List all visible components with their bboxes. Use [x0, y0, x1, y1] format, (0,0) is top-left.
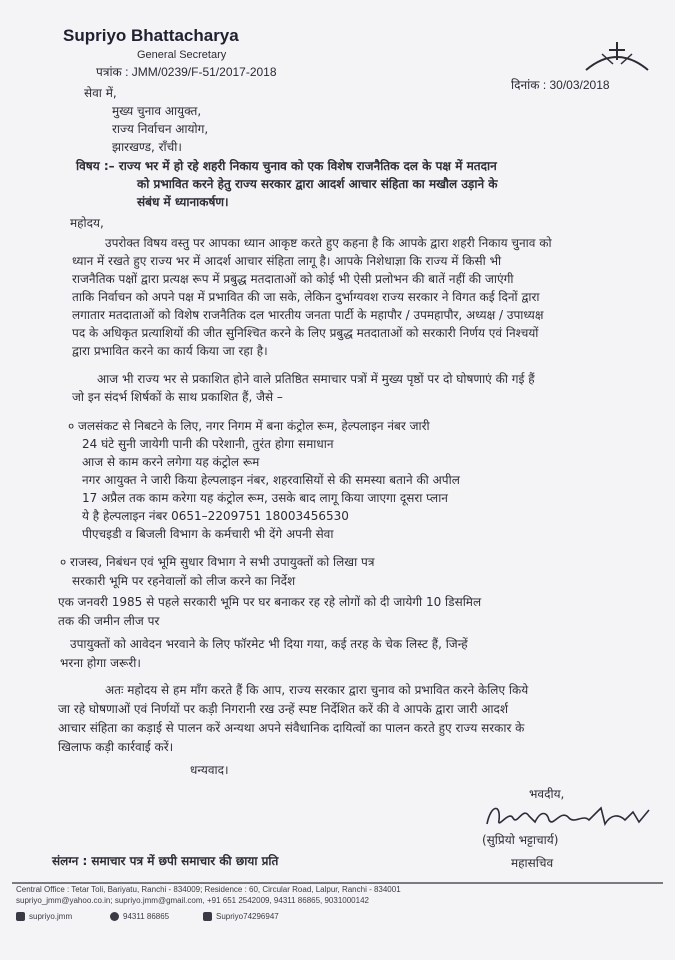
closing-yours: भवदीय,: [529, 787, 565, 801]
facebook-icon: [16, 912, 25, 921]
footer-contact: supriyo_jmm@yahoo.co.in; supriyo.jmm@gmail.com, +91 651 2542009, 94311 86865, 9031000142: [16, 896, 369, 905]
signatory-title: महासचिव: [511, 856, 554, 870]
reference-label: पत्रांक: [96, 65, 122, 79]
date-value: : 30/03/2018: [542, 78, 610, 92]
paragraph-line: खिलाफ कड़ी कार्रवाई करें।: [58, 740, 174, 754]
facebook-text: supriyo.jmm: [29, 912, 73, 921]
paragraph-line: द्वारा प्रभावित करने का कार्य किया जा रहा है।: [72, 344, 268, 358]
news-item-line: आज से काम करने लगेगा यह कंट्रोल रूम: [82, 455, 260, 469]
whatsapp-number: [110, 912, 169, 921]
sender-name: Supriyo Bhattacharya: [63, 26, 239, 45]
twitter-icon: [203, 912, 212, 921]
paragraph-line: उपरोक्त विषय वस्तु पर आपका ध्यान आकृष्ट करते हुए कहना है कि आपके द्वारा शहरी निकाय चुनाव को: [105, 236, 552, 250]
news-item-line: पीएचइडी व बिजली विभाग के कर्मचारी भी देंगे अपनी सेवा: [82, 527, 334, 541]
paragraph-line: राजनैतिक पक्षों द्वारा प्रत्यक्ष रूप में प्रबुद्ध मतदाताओं को कोई भी ऐसी प्रलोभन की बातें नहीं की जाएंगी: [72, 272, 514, 286]
recipient-line: राज्य निर्वाचन आयोग,: [112, 122, 209, 136]
enclosure-note: संलग्न : समाचार पत्र में छपी समाचार की छाया प्रति: [52, 854, 279, 868]
party-logo-icon: [582, 38, 652, 74]
news-item-line: ये है हेल्पलाइन नंबर 0651–2209751 18003456530: [82, 509, 349, 523]
recipient-line: झारखण्ड, राँची।: [112, 140, 182, 154]
subject-line: विषय :– राज्य भर में हो रहे शहरी निकाय चुनाव को एक विशेष राजनैतिक दल के पक्ष में मतदान: [76, 159, 497, 173]
whatsapp-text: 94311 86865: [123, 912, 170, 921]
sender-role: General Secretary: [137, 49, 227, 61]
paragraph-line: आचार संहिता का कड़ाई से पालन करें अन्यथा अपने संवैधानिक दायित्वों का पालन करते हुए राज्य सरकार के: [58, 721, 525, 735]
reference-number: [96, 63, 277, 80]
news-item-line: एक जनवरी 1985 से पहले सरकारी भूमि पर घर बनाकर रह रहे लोगों को दी जायेगी 10 डिसमिल: [58, 595, 482, 609]
whatsapp-icon: [110, 912, 119, 921]
paragraph-line: अतः महोदय से हम माँग करते हैं कि आप, राज्य सरकार द्वारा चुनाव को प्रभावित करने केलिए किये: [105, 683, 529, 697]
salutation: महोदय,: [70, 216, 104, 230]
news-item-line: सरकारी भूमि पर रहनेवालों को लीज करने का निर्देश: [72, 574, 296, 588]
paragraph-line: आज भी राज्य भर से प्रकाशित होने वाले प्रतिष्ठित समाचार पत्रों में मुख्य पृष्ठों पर दो घोषणाएं की गई हैं: [97, 372, 535, 386]
news-item-line: तक की जमीन लीज पर: [58, 614, 160, 628]
paragraph-line: ध्यान में रखते हुए राज्य भर में आदर्श आचार संहिता लागू है। आपके निशेधाज्ञा कि राज्य में किसी भी: [72, 254, 502, 268]
paragraph-line: ताकि निर्वाचन को अपने पक्ष में प्रभावित की जा सके, लेकिन दुर्भाग्यवश राज्य सरकार ने विगत कई दिनों द्वारा: [72, 290, 540, 304]
news-item-line: ० राजस्व, निबंधन एवं भूमि सुधार विभाग ने सभी उपायुक्तों को लिखा पत्र: [60, 555, 375, 569]
recipient-line: मुख्य चुनाव आयुक्त,: [112, 104, 202, 118]
news-item-line: उपायुक्तों को आवेदन भरवाने के लिए फॉरमेट भी दिया गया, कई तरह के चेक लिस्ट हैं, जिन्हें: [70, 637, 468, 651]
paragraph-line: जो इन संदर्भ शिर्षकों के साथ प्रकाशित हैं, जैसे –: [72, 390, 283, 404]
facebook-handle: [16, 912, 72, 921]
reference-value: : JMM/0239/F-51/2017-2018: [125, 65, 277, 79]
news-item-line: भरना होगा जरूरी।: [60, 656, 141, 670]
paragraph-line: लगातार मतदाताओं को विशेष राजनैतिक दल भारतीय जनता पार्टी के महापौर / उपमहापौर, अध्यक्ष / उपाध्यक्ष: [72, 308, 544, 322]
twitter-handle: [203, 912, 279, 921]
thanks: धन्यवाद।: [190, 763, 229, 777]
footer-divider: [12, 882, 663, 884]
subject-line: को प्रभावित करने हेतु राज्य सरकार द्वारा आदर्श आचार संहिता का मखौल उड़ाने के: [137, 177, 498, 191]
signature: [483, 800, 653, 832]
twitter-text: Supriyo74296947: [216, 912, 279, 921]
paragraph-line: जा रहे घोषणाओं एवं निर्णयों पर कड़ी निगरानी रख उन्हें स्पष्ट निर्देशित करें की वे आपके द्वारा जारी आदर्श: [58, 702, 508, 716]
news-item-line: नगर आयुक्त ने जारी किया हेल्पलाइन नंबर, शहरवासियों से की समस्या बताने की अपील: [82, 473, 460, 487]
letter-date: [511, 76, 610, 93]
recipient-line: सेवा में,: [84, 86, 117, 100]
subject-line: संबंध में ध्यानाकर्षण।: [137, 195, 229, 209]
news-item-line: 24 घंटे सुनी जायेगी पानी की परेशानी, तुरंत होगा समाधान: [82, 437, 334, 451]
news-item-line: 17 अप्रैल तक काम करेगा यह कंट्रोल रूम, उसके बाद लागू किया जाएगा दूसरा प्लान: [82, 491, 448, 505]
date-label: दिनांक: [511, 78, 540, 92]
signatory-name: (सुप्रियो भट्टाचार्य): [482, 833, 559, 847]
footer-address: Central Office : Tetar Toli, Bariyatu, Ranchi - 834009; Residence : 60, Circular Road, Lalpur, Ranchi - 834001: [16, 885, 401, 894]
paragraph-line: पद के अधिकृत प्रत्याशियों की जीत सुनिश्चित करने के लिए प्रबुद्ध मतदाताओं को सरकारी निर्णय एवं निश्चयों: [72, 326, 539, 340]
news-item-line: ० जलसंकट से निबटने के लिए, नगर निगम में बना कंट्रोल रूम, हेल्पलाइन नंबर जारी: [68, 419, 430, 433]
